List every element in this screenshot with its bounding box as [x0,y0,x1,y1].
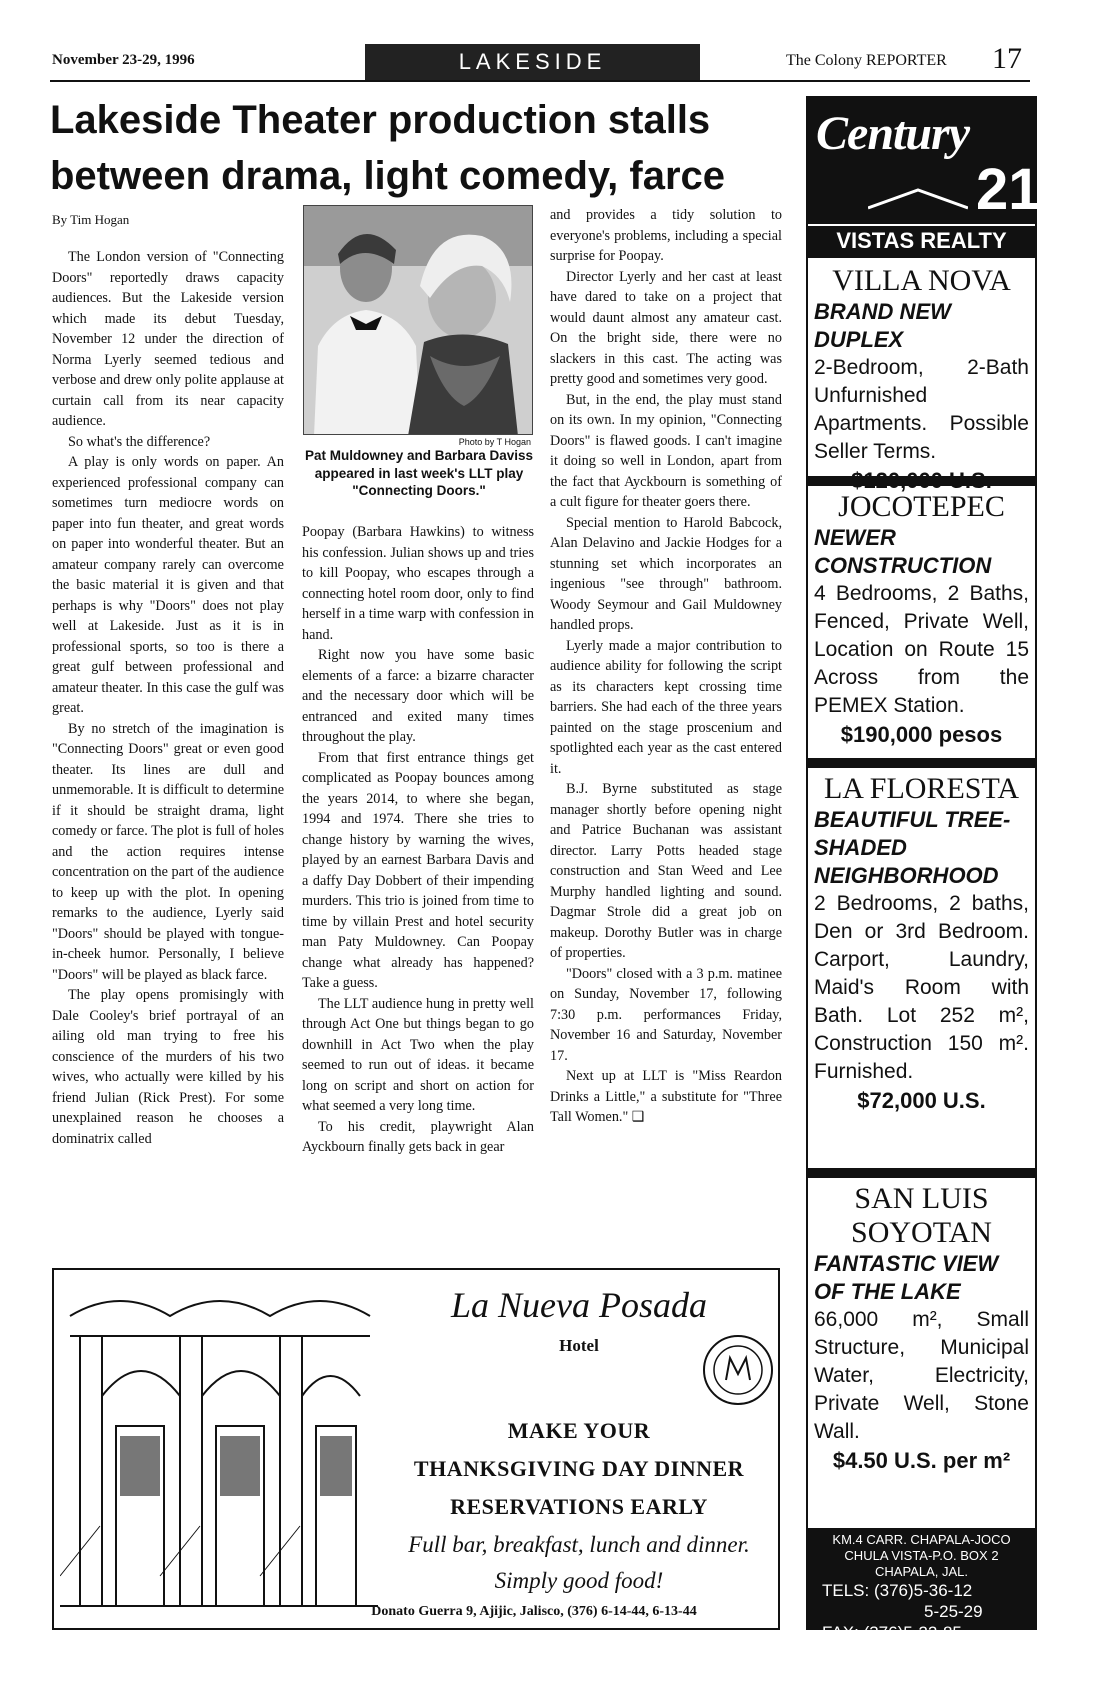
logo-word: Century [816,107,970,160]
page-number: 17 [992,42,1022,75]
listing-name: LA FLORESTA [823,772,1020,805]
listing-divider [808,758,1035,768]
contact-phone: TELS: (376)5-36-12 [822,1581,973,1600]
listing-name: VILLA NOVA [832,264,1011,297]
paragraph: Special mention to Harold Babcock, Alan Delavino and Jackie Hodges for a stunning set which incorporates an ingenious "see through" bathroom. Woody Seymour and Gail Muldowney handled props. [550,514,782,633]
header-rule [50,80,1030,82]
paragraph: The play opens promisingly with Dale Cooley's brief portrayal of an ailing old man trying to free his conscience of the murders of his two wives, who actually were killed by his friend Julian (Rick Prest). For some unexplained reason he chooses a dominatrix called [52,987,284,1147]
century21-logo [808,98,1041,258]
contact-fax: FAX: (376)5-22-85 [822,1623,962,1642]
listing-villa-nova [808,264,1035,496]
listing-jocotepec [808,490,1035,750]
listing-divider [808,1168,1035,1178]
headline-line-1: Lakeside Theater production stalls [50,98,711,142]
hotel-arcade-illustration [60,1276,378,1622]
article-photo [303,205,533,435]
paragraph: Poopay (Barbara Hawkins) to witness his confession. Julian shows up and tries to kill Poopay, who escapes through a connecting hotel room door, only to find herself in a time warp with confession in hand. [302,524,534,643]
hotel-name: La Nueva Posada [451,1285,707,1325]
paragraph: The London version of "Connecting Doors" reportedly draws capacity audiences. But the Lakeside version which made its debut Tuesday, November 12 under the direction of Norma Lyerly seemed tedious and verbose and drew only polite applause at curtain call from its near capacity audience. [52,249,284,429]
paragraph: So what's the difference? [68,433,211,450]
contact-address-2: CHULA VISTA-P.O. BOX 2 [844,1548,999,1563]
paragraph: The LLT audience hung in pretty well through Act One but things began to go downhill in Act Two when the play seemed to run out of ideas. it became long on script and short on action for what seemed a very long time. [302,995,534,1114]
paragraph: Next up at LLT is "Miss Reardon Drinks a Little," a substitute for "Three Tall Women." ❑ [550,1068,782,1125]
photo-caption: Pat Muldowney and Barbara Daviss appeared in last week's LLT play "Connecting Doors." [304,448,534,498]
issue-date: November 23-29, 1996 [52,52,195,68]
article-column-1 [52,247,284,1263]
paragraph: But, in the end, the play must stand on its own. In my opinion, "Connecting Doors" is flawed goods. I can't imagine it doing so well in London, apart from the fact that Ayckbourn is something of a cult figure for theater goers there. [550,391,782,510]
byline: By Tim Hogan [52,212,130,227]
hotel-seal-icon [700,1332,776,1408]
article-column-3 [550,205,782,1263]
listing-description: 2-Bedroom, 2-Bath Unfurnished Apartments. Possible Seller Terms. [814,356,1029,463]
ad-line-2: THANKSGIVING DAY DINNER [413,1456,745,1481]
ad-line-3: RESERVATIONS EARLY [450,1494,708,1519]
paragraph: To his credit, playwright Alan Ayckbourn finally gets back in gear [302,1118,534,1155]
listing-la-floresta [808,772,1035,1116]
listing-tagline: NEWER CONSTRUCTION [814,525,992,578]
listing-price: $190,000 pesos [840,722,1003,747]
listing-tagline: FANTASTIC VIEW OF THE LAKE [814,1251,999,1304]
paragraph: Director Lyerly and her cast at least have dared to take on a project that would daunt almost any amateur cast. On the bright side, there were no slackers in this cast. The acting was pretty good and sometimes very good. [550,268,782,387]
listing-price: $4.50 U.S. per m² [832,1448,1011,1473]
paragraph: B.J. Byrne substituted as stage manager shortly before opening night and Patrice Buchanan was assistant director. Larry Potts headed stage construction and Stan Weed and Lee Murphy handled lighting and sound. Dagmar Strole did a great job on makeup. Dorothy Butler was in charge of properties. [550,781,782,961]
agency-name: VISTAS REALTY [808,224,1035,254]
section-banner: LAKESIDE [365,44,700,80]
paragraph: From that first entrance things get complicated as Poopay bounces among the years 2014, to where she began, 1994 and 1974. There she tries to change history by warning the wives, played by an earnest Barbara Davis and a daffy Day Dobbert of their impending murders. This trio is joined from time to time by villain Prest and hotel security man Paty Muldowney. Can Poopay change what already has happened? Take a guess. [302,749,534,991]
listing-description: 66,000 m², Small Structure, Municipal Water, Electricity, Private Well, Stone Wall. [814,1308,1029,1443]
ad-line-1: MAKE YOUR [507,1418,651,1443]
hotel-label: Hotel [559,1336,599,1355]
listing-tagline: BEAUTIFUL TREE-SHADED NEIGHBORHOOD [814,807,1011,888]
logo-number: 21 [976,157,1041,222]
contact-address-3: CHAPALA, JAL. [875,1564,968,1579]
photo-portrait-illustration [304,206,533,435]
paragraph: Lyerly made a major contribution to audience ability for following the script as its characters kept crossing time barriers. She had each of the three years painted on the stage proscenium and spotlighted each year as the cast entered it. [550,637,782,777]
listing-price: $72,000 U.S. [857,1088,986,1113]
contact-address-1: KM.4 CARR. CHAPALA-JOCO [832,1532,1011,1547]
contact-phone-2: 5-25-29 [924,1602,983,1621]
article-headline [50,92,770,204]
agency-contact-block [808,1528,1035,1642]
listing-name: SAN LUIS SOYOTAN [851,1182,992,1249]
paragraph: A play is only words on paper. An experienced professional company can sometimes turn mediocre words on paper into fun theater, and great words on paper into wonderful theater. But an amateur company rarely can overcome the basic material it is given and that perhaps is why "Doors" does not play well at Lakeside. Just as it is in professional sports, so too is there a great gulf between professional and amateur theater. In this case the gulf was great. [52,454,284,716]
article-column-2 [302,522,534,1263]
posada-hotel-ad [52,1268,780,1630]
paragraph: and provides a tidy solution to everyone's problems, including a special surprise for Poopay. [550,207,782,264]
ad-script-1: Full bar, breakfast, lunch and dinner. [408,1532,750,1557]
paragraph: "Doors" closed with a 3 p.m. matinee on Sunday, November 17, following 7:30 p.m. performances Friday, November 16 and Saturday, November 17. [550,965,782,1064]
listing-description: 2 Bedrooms, 2 baths, Den or 3rd Bedroom. Carport, Laundry, Maid's Room with Bath. Lot 252 m², Construction 150 m². Furnished. [814,892,1029,1083]
listing-description: 4 Bedrooms, 2 Baths, Fenced, Private Well, Location on Route 15 Across from the PEMEX Station. [814,582,1029,717]
paragraph: Right now you have some basic elements of a farce: a bizarre character and the necessary door which will be entranced and exited many times throughout the play. [302,647,534,745]
listing-tagline: BRAND NEW DUPLEX [814,299,951,352]
headline-line-2: between drama, light comedy, farce [50,154,726,198]
photo-credit: Photo by T Hogan [458,437,531,447]
paragraph: By no stretch of the imagination is "Connecting Doors" great or even good theater. Its lines are dull and unmemorable. It is difficult to determine if it should be straight drama, light comedy or farce. The plot is full of holes and the action requires intense concentration on the part of the audience to keep up with the plot. In opening remarks to the audience, Lyerly said "Doors" should be played with tongue-in-cheek humor. Personally, I believe "Doors" will be played as black farce. [52,720,284,983]
newspaper-name: The Colony REPORTER [786,52,947,69]
listing-san-luis-soyotan [808,1182,1035,1476]
hotel-address: Donato Guerra 9, Ajijic, Jalisco, (376) 6-14-44, 6-13-44 [371,1604,697,1619]
ad-script-2: Simply good food! [494,1568,664,1593]
listing-divider [808,476,1035,486]
century21-ad [806,96,1041,1642]
house-roof-icon [868,186,968,210]
listing-name: JOCOTEPEC [838,490,1005,523]
